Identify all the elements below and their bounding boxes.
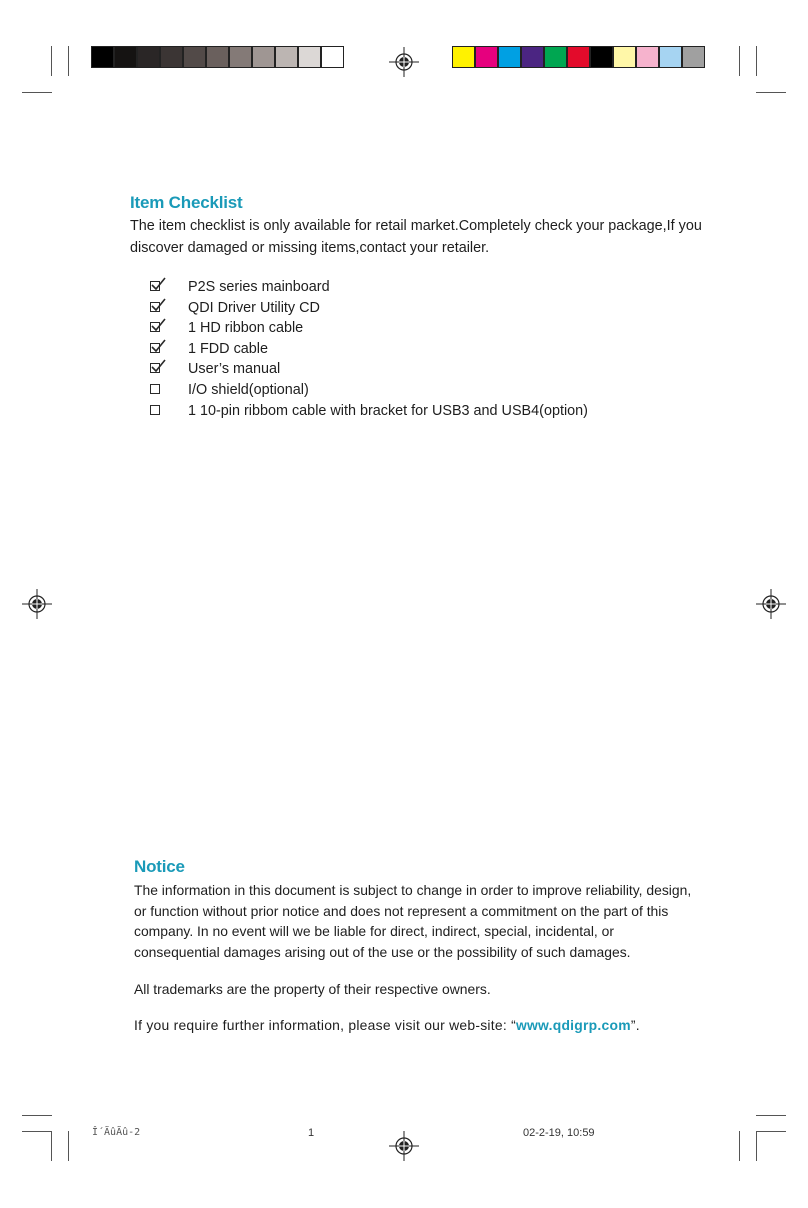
crop-mark-top-left-h [22,92,52,93]
footer-file-label: Î´ÃûÃû-2 [92,1127,141,1138]
checklist-item-label: P2S series mainboard [188,279,330,295]
checked-box-icon[interactable] [150,302,160,312]
process-color-bar [452,46,705,68]
crop-mark-top-left-v2 [68,46,69,76]
crop-mark-bottom-right-h [756,1115,786,1116]
crop-mark-top-right-h [756,92,786,93]
checklist-intro: The item checklist is only available for retail market.Completely check your package,If you discover damaged or missing items,contact your retailer. [130,218,702,256]
process-swatch [682,46,705,68]
grayscale-swatch [275,46,298,68]
process-swatch [475,46,498,68]
website-note [134,1015,694,1036]
grayscale-swatch [91,46,114,68]
registration-target-icon-top [389,47,419,77]
website-link[interactable]: www.qdigrp.com [515,1017,631,1033]
crop-mark-top-right-v [756,46,757,76]
checklist-item-label: I/O shield(optional) [188,381,309,398]
process-swatch [659,46,682,68]
footer-timestamp: 02-2-19, 10:59 [523,1127,595,1139]
process-swatch [567,46,590,68]
checked-box-icon[interactable] [150,322,160,332]
crop-mark-bottom-left-v [51,1131,52,1161]
registration-target-icon-bottom [389,1131,419,1161]
grayscale-swatch [160,46,183,68]
checked-box-icon[interactable] [150,363,160,373]
process-swatch [452,46,475,68]
grayscale-swatch [229,46,252,68]
checklist-item-label: 1 10-pin ribbom cable with bracket for USB3 and USB4(option) [188,402,588,419]
crop-mark-bottom-left-h [22,1115,52,1116]
checked-box-icon[interactable] [150,281,160,291]
empty-box-icon[interactable] [150,405,160,415]
checked-box-icon[interactable] [150,343,160,353]
grayscale-swatch [114,46,137,68]
process-swatch [521,46,544,68]
process-swatch [544,46,567,68]
grayscale-swatch [321,46,344,68]
trademarks-note: All trademarks are the property of their respective owners. [134,981,491,997]
notice-body: The information in this document is subject to change in order to improve reliability, design, or function without prior notice and does not represent a commitment on the part of this company. In no event will we be liable for direct, indirect, special, incidental, or consequential damages arising out of the use or the possibility of such damages. [134,882,692,960]
checklist-item-label: User’s manual [188,361,281,378]
process-swatch [636,46,659,68]
website-prefix: If you require further information, please visit our web-site: “ [134,1017,516,1033]
checklist-item-label: QDI Driver Utility CD [188,299,320,316]
grayscale-swatch [183,46,206,68]
crop-mark-bottom-right-v2 [739,1131,740,1161]
registration-target-icon-right [756,589,786,619]
registration-target-icon-left [22,589,52,619]
checklist-item-label: 1 HD ribbon cable [188,320,304,337]
crop-mark-bottom-right-h2 [756,1131,786,1132]
website-suffix: ”. [630,1017,640,1033]
grayscale-swatch [252,46,275,68]
process-swatch [613,46,636,68]
crop-mark-bottom-left-v2 [68,1131,69,1161]
grayscale-swatch [206,46,229,68]
crop-mark-top-left-v [51,46,52,76]
checklist-item-label: 1 FDD cable [188,340,268,357]
crop-mark-bottom-left-h2 [22,1131,52,1132]
checklist-title: Item Checklist [130,193,243,212]
crop-mark-top-right-v2 [739,46,740,76]
process-swatch [498,46,521,68]
notice-title: Notice [134,857,185,876]
grayscale-swatch [298,46,321,68]
crop-mark-bottom-right-v [756,1131,757,1161]
process-swatch [590,46,613,68]
grayscale-swatch [137,46,160,68]
footer-page-number: 1 [308,1127,315,1139]
empty-box-icon[interactable] [150,384,160,394]
grayscale-color-bar [91,46,344,68]
